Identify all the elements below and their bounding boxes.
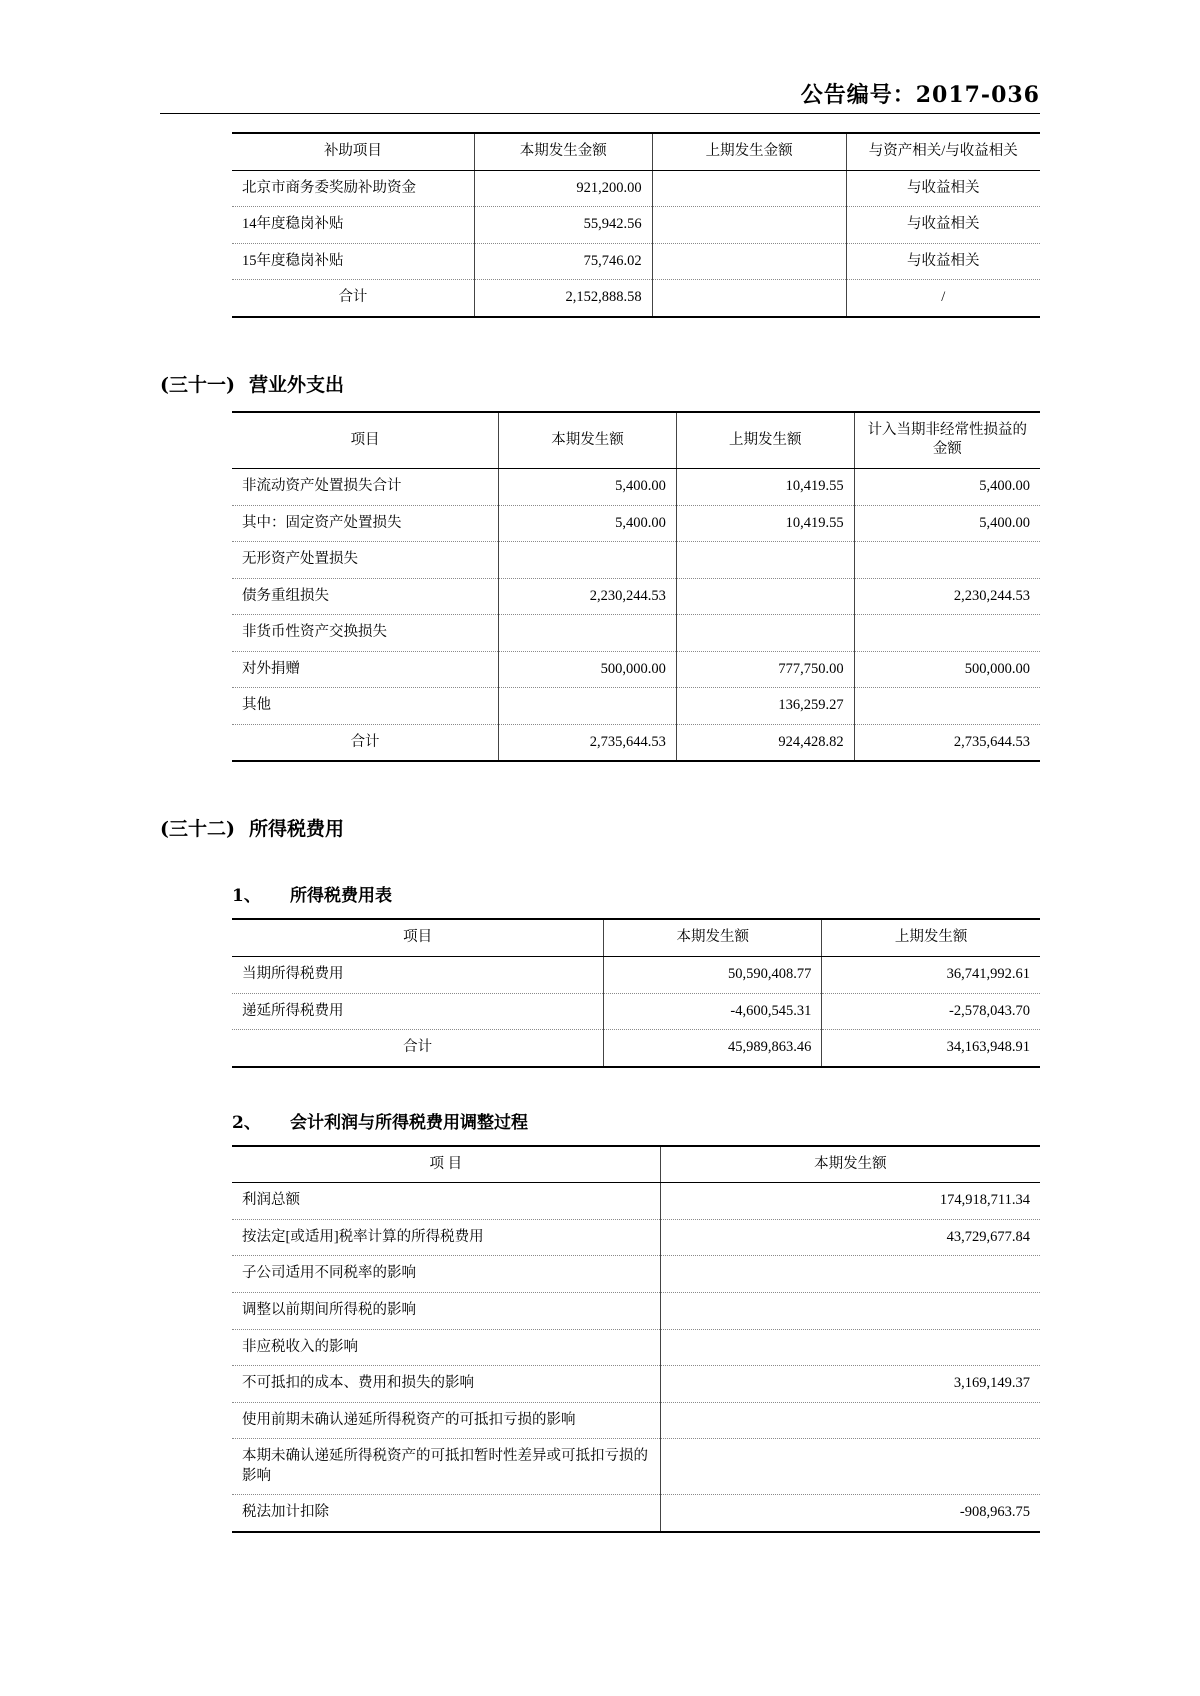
cell-previous: 36,741,992.61 bbox=[822, 957, 1040, 994]
cell-total-nonrecurring: 2,735,644.53 bbox=[854, 724, 1040, 761]
cell-current: 5,400.00 bbox=[499, 505, 677, 542]
cell-nonrecurring bbox=[854, 688, 1040, 725]
column-header: 本期发生额 bbox=[604, 919, 822, 956]
cell-item: 非流动资产处置损失合计 bbox=[232, 468, 499, 505]
table-total-row bbox=[232, 1030, 1040, 1067]
cell-total-previous: 34,163,948.91 bbox=[822, 1030, 1040, 1067]
table-total-row bbox=[232, 280, 1040, 317]
table-row bbox=[232, 1256, 1040, 1293]
column-header: 上期发生额 bbox=[676, 412, 854, 469]
column-header: 补助项目 bbox=[232, 133, 474, 170]
cell-previous bbox=[676, 578, 854, 615]
table-row bbox=[232, 1219, 1040, 1256]
cell-previous bbox=[676, 615, 854, 652]
cell-current: -908,963.75 bbox=[660, 1495, 1040, 1532]
section-title-text: 营业外支出 bbox=[248, 373, 344, 396]
document-content bbox=[160, 132, 1040, 1533]
cell-total-label: 合计 bbox=[338, 289, 368, 306]
cell-item: 其他 bbox=[232, 688, 499, 725]
column-header: 项目 bbox=[232, 412, 499, 469]
cell-current: 500,000.00 bbox=[499, 651, 677, 688]
cell-item: 无形资产处置损失 bbox=[232, 542, 499, 579]
cell-nonrecurring bbox=[854, 615, 1040, 652]
column-header: 上期发生金额 bbox=[652, 133, 846, 170]
section-heading-32 bbox=[160, 814, 1040, 841]
cell-item: 债务重组损失 bbox=[232, 578, 499, 615]
cell-nonrecurring bbox=[854, 542, 1040, 579]
cell-current bbox=[499, 615, 677, 652]
section-index: (三十二) bbox=[160, 818, 235, 841]
cell-current bbox=[499, 688, 677, 725]
cell-current: 43,729,677.84 bbox=[660, 1219, 1040, 1256]
cell-current: 921,200.00 bbox=[474, 170, 652, 207]
cell-previous bbox=[652, 170, 846, 207]
table-row bbox=[232, 1402, 1040, 1439]
cell-current bbox=[499, 542, 677, 579]
cell-total-relation: / bbox=[846, 280, 1040, 317]
cell-total-current: 2,735,644.53 bbox=[499, 724, 677, 761]
cell-previous: 10,419.55 bbox=[676, 505, 854, 542]
cell-total-previous bbox=[652, 280, 846, 317]
nonoperating-expense-table bbox=[232, 411, 1040, 763]
cell-relation: 与收益相关 bbox=[846, 207, 1040, 244]
cell-current: 2,230,244.53 bbox=[499, 578, 677, 615]
table-row bbox=[232, 615, 1040, 652]
table-header-row bbox=[232, 412, 1040, 469]
table-row bbox=[232, 1439, 1040, 1495]
cell-item: 不可抵扣的成本、费用和损失的影响 bbox=[232, 1366, 660, 1403]
cell-item: 本期未确认递延所得税资产的可抵扣暂时性差异或可抵扣亏损的影响 bbox=[232, 1439, 660, 1495]
cell-relation: 与收益相关 bbox=[846, 243, 1040, 280]
cell-item: 非货币性资产交换损失 bbox=[232, 615, 499, 652]
tax-reconciliation-table-wrapper bbox=[160, 1145, 1040, 1533]
table-row bbox=[232, 688, 1040, 725]
cell-current bbox=[660, 1256, 1040, 1293]
cell-previous: 10,419.55 bbox=[676, 468, 854, 505]
cell-nonrecurring: 500,000.00 bbox=[854, 651, 1040, 688]
table-row bbox=[232, 542, 1040, 579]
table-row bbox=[232, 505, 1040, 542]
income-tax-expense-table-wrapper bbox=[160, 918, 1040, 1067]
cell-item: 其中：固定资产处置损失 bbox=[232, 505, 499, 542]
cell-current: 75,746.02 bbox=[474, 243, 652, 280]
column-header: 与资产相关/与收益相关 bbox=[846, 133, 1040, 170]
table-row bbox=[232, 1329, 1040, 1366]
table-row bbox=[232, 170, 1040, 207]
table-row bbox=[232, 243, 1040, 280]
cell-item: 对外捐赠 bbox=[232, 651, 499, 688]
cell-item: 北京市商务委奖励补助资金 bbox=[232, 170, 474, 207]
table-header-row bbox=[232, 133, 1040, 170]
cell-previous: 777,750.00 bbox=[676, 651, 854, 688]
cell-current: 3,169,149.37 bbox=[660, 1366, 1040, 1403]
cell-total-current: 2,152,888.58 bbox=[474, 280, 652, 317]
column-header: 项目 bbox=[232, 919, 604, 956]
table-row bbox=[232, 1366, 1040, 1403]
cell-current bbox=[660, 1439, 1040, 1495]
table-header-row bbox=[232, 1146, 1040, 1183]
announcement-number: 公告编号：2017-036 bbox=[800, 82, 1040, 108]
column-header: 上期发生额 bbox=[822, 919, 1040, 956]
cell-item: 当期所得税费用 bbox=[232, 957, 604, 994]
cell-current bbox=[660, 1329, 1040, 1366]
cell-item: 使用前期未确认递延所得税资产的可抵扣亏损的影响 bbox=[232, 1402, 660, 1439]
cell-item: 14年度稳岗补贴 bbox=[232, 207, 474, 244]
cell-item: 15年度稳岗补贴 bbox=[232, 243, 474, 280]
subsection-index: 1、 bbox=[232, 886, 261, 907]
table-row bbox=[232, 207, 1040, 244]
cell-previous: 136,259.27 bbox=[676, 688, 854, 725]
subsection-heading-1 bbox=[160, 881, 1040, 906]
column-header: 本期发生额 bbox=[660, 1146, 1040, 1183]
cell-current bbox=[660, 1292, 1040, 1329]
cell-current: 174,918,711.34 bbox=[660, 1183, 1040, 1220]
tax-reconciliation-table bbox=[232, 1145, 1040, 1533]
cell-item: 利润总额 bbox=[232, 1183, 660, 1220]
cell-total-current: 45,989,863.46 bbox=[604, 1030, 822, 1067]
table-header-row bbox=[232, 919, 1040, 956]
cell-item: 递延所得税费用 bbox=[232, 993, 604, 1030]
cell-current: 5,400.00 bbox=[499, 468, 677, 505]
table-row bbox=[232, 651, 1040, 688]
cell-current: 55,942.56 bbox=[474, 207, 652, 244]
nonoperating-expense-table-wrapper bbox=[160, 411, 1040, 763]
cell-current: 50,590,408.77 bbox=[604, 957, 822, 994]
column-header: 本期发生额 bbox=[499, 412, 677, 469]
cell-current: -4,600,545.31 bbox=[604, 993, 822, 1030]
section-index: (三十一) bbox=[160, 373, 235, 396]
table-row bbox=[232, 578, 1040, 615]
subsection-title-text: 会计利润与所得税费用调整过程 bbox=[290, 1112, 528, 1133]
cell-previous bbox=[652, 243, 846, 280]
table-row bbox=[232, 957, 1040, 994]
column-header: 计入当期非经常性损益的金额 bbox=[854, 412, 1040, 469]
cell-item: 按法定[或适用]税率计算的所得税费用 bbox=[232, 1219, 660, 1256]
cell-previous bbox=[676, 542, 854, 579]
income-tax-expense-table bbox=[232, 918, 1040, 1067]
cell-total-label: 合计 bbox=[350, 733, 380, 750]
column-header: 本期发生金额 bbox=[474, 133, 652, 170]
table-row bbox=[232, 993, 1040, 1030]
subsidy-table bbox=[232, 132, 1040, 318]
subsection-heading-2 bbox=[160, 1108, 1040, 1133]
cell-item: 税法加计扣除 bbox=[242, 1504, 329, 1521]
table-row bbox=[232, 468, 1040, 505]
section-title-text: 所得税费用 bbox=[248, 818, 344, 841]
cell-item: 非应税收入的影响 bbox=[232, 1329, 660, 1366]
cell-previous: -2,578,043.70 bbox=[822, 993, 1040, 1030]
cell-current bbox=[660, 1402, 1040, 1439]
cell-total-previous: 924,428.82 bbox=[676, 724, 854, 761]
cell-total-label: 合计 bbox=[403, 1039, 433, 1056]
cell-previous bbox=[652, 207, 846, 244]
table-row bbox=[232, 1495, 1040, 1532]
cell-item: 调整以前期间所得税的影响 bbox=[232, 1292, 660, 1329]
column-header: 项 目 bbox=[232, 1146, 660, 1183]
cell-nonrecurring: 2,230,244.53 bbox=[854, 578, 1040, 615]
subsidy-table-wrapper bbox=[160, 132, 1040, 318]
table-total-row bbox=[232, 724, 1040, 761]
section-heading-31 bbox=[160, 370, 1040, 397]
table-row bbox=[232, 1292, 1040, 1329]
table-row bbox=[232, 1183, 1040, 1220]
cell-nonrecurring: 5,400.00 bbox=[854, 468, 1040, 505]
cell-relation: 与收益相关 bbox=[846, 170, 1040, 207]
cell-item: 子公司适用不同税率的影响 bbox=[232, 1256, 660, 1293]
header-divider bbox=[160, 113, 1040, 114]
subsection-index: 2、 bbox=[232, 1112, 261, 1133]
cell-nonrecurring: 5,400.00 bbox=[854, 505, 1040, 542]
subsection-title-text: 所得税费用表 bbox=[290, 886, 392, 907]
